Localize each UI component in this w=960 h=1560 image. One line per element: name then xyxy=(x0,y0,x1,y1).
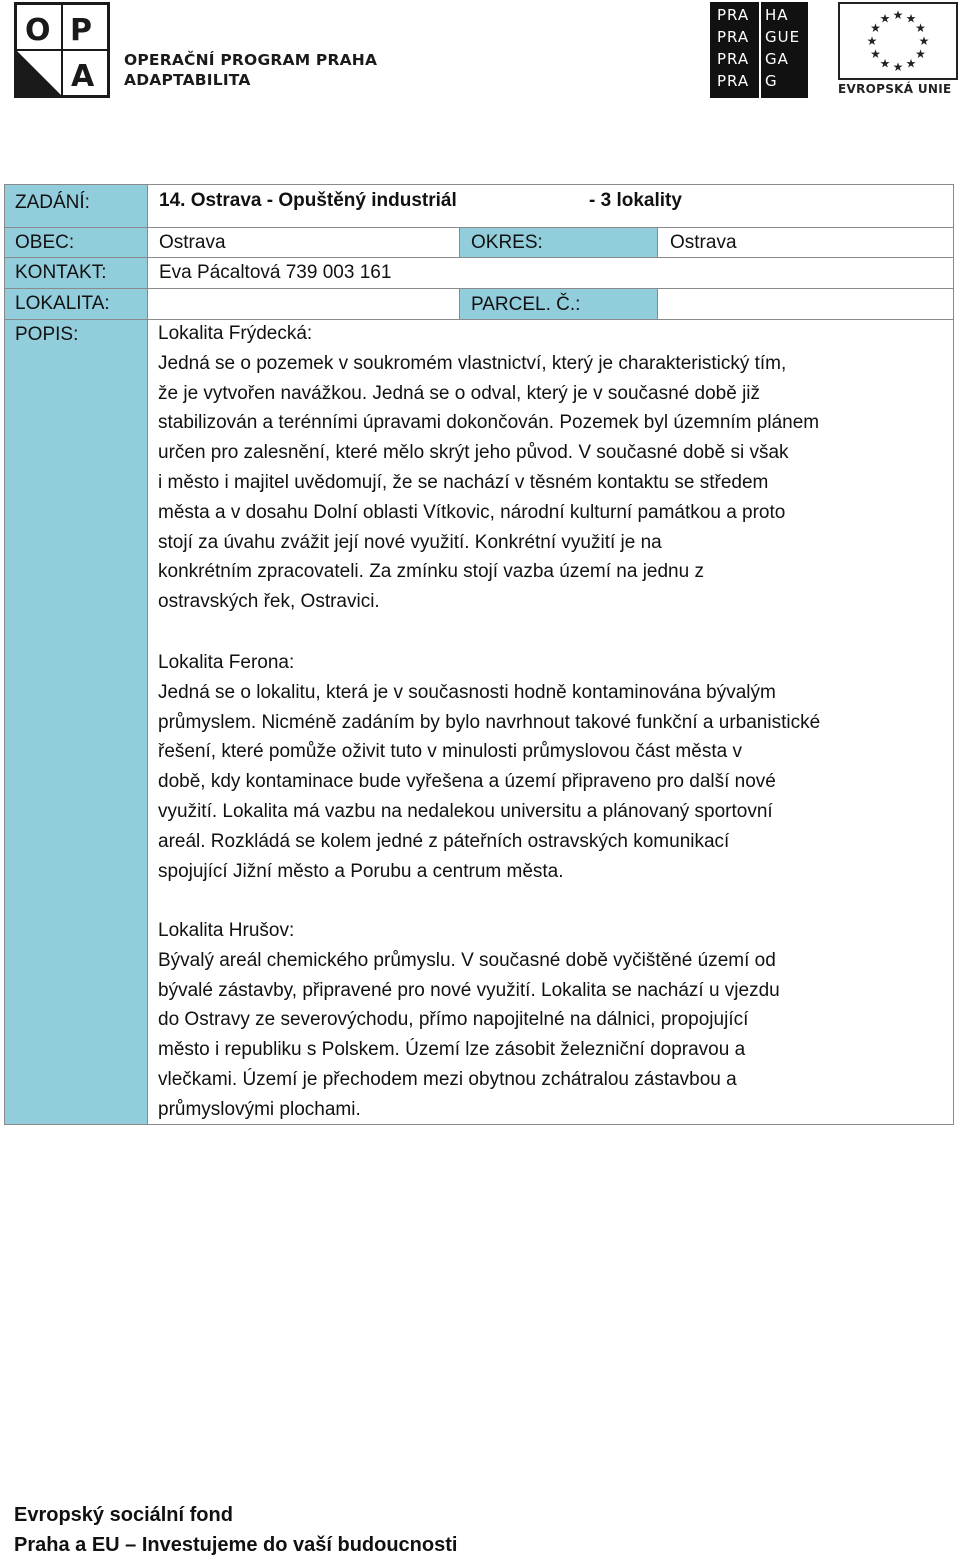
praha-right-1: HA xyxy=(765,6,789,24)
praha-left-4: PRA xyxy=(717,72,750,90)
okres-label: OKRES: xyxy=(471,232,543,253)
oppa-line2: ADAPTABILITA xyxy=(124,71,251,89)
parcel-left-divider xyxy=(459,288,460,320)
kontakt-value: Eva Pácaltová 739 003 161 xyxy=(159,262,392,283)
praha-left-1: PRA xyxy=(717,6,750,24)
oppa-logo xyxy=(14,2,110,98)
popis-label: POPIS: xyxy=(5,320,147,1124)
section-line: areál. Rozkládá se kolem jedné z páteřních ostravských komunikací xyxy=(158,830,730,852)
praha-right-4: G xyxy=(765,72,778,90)
praha-logo xyxy=(710,2,808,98)
oppa-letter-p1: P xyxy=(70,13,92,48)
zadani-count: - 3 lokality xyxy=(589,190,682,211)
oppa-program-name xyxy=(124,50,377,90)
kontakt-label: KONTAKT: xyxy=(5,258,147,288)
section-line: Bývalý areál chemického průmyslu. V současné době vyčištěné území od xyxy=(158,949,776,971)
eu-label: EVROPSKÁ UNIE xyxy=(838,82,952,96)
oppa-line1: OPERAČNÍ PROGRAM PRAHA xyxy=(124,51,378,69)
eu-star-icon: ★ xyxy=(905,56,917,71)
eu-star-icon: ★ xyxy=(915,47,926,61)
section-frydecka xyxy=(158,319,819,617)
label-column-divider xyxy=(147,185,148,1124)
footer-line2: Praha a EU – Investujeme do vaší budoucnosti xyxy=(14,1534,458,1556)
parcel-label: PARCEL. Č.: xyxy=(471,294,581,315)
praha-right-2: GUE xyxy=(765,28,801,46)
section-line: průmyslem. Nicméně zadáním by bylo navrhnout takové funkční a urbanistické xyxy=(158,711,821,733)
okres-right-divider xyxy=(657,227,658,258)
section-title: Lokalita Hrušov: xyxy=(158,920,295,941)
section-line: že je vytvořen navážkou. Jedná se o odval, který je v současné době již xyxy=(158,382,761,404)
obec-label: OBEC: xyxy=(5,228,147,257)
zadani-value: 14. Ostrava - Opuštěný industriál xyxy=(159,190,457,211)
eu-star-icon: ★ xyxy=(866,34,878,48)
section-line: do Ostravy ze severovýchodu, přímo napojitelné na dálnici, propojující xyxy=(158,1009,749,1031)
obec-value: Ostrava xyxy=(159,232,226,253)
parcel-right-divider xyxy=(657,288,658,320)
section-line: využití. Lokalita má vazbu na nedalekou universitu a plánovaný sportovní xyxy=(158,800,773,822)
lokalita-label: LOKALITA: xyxy=(5,289,147,319)
section-line: město i republiku s Polskem. Území lze zásobit železniční dopravou a xyxy=(158,1039,746,1061)
eu-stars-icon xyxy=(840,4,956,78)
section-line: Jedná se o pozemek v soukromém vlastnictví, který je charakteristický tím, xyxy=(158,352,787,374)
section-line: konkrétním zpracovateli. Za zmínku stojí vazba území na jednu z xyxy=(158,561,704,583)
section-line: Jedná se o lokalitu, která je v současnosti hodně kontaminována bývalým xyxy=(158,681,776,703)
praha-right-3: GA xyxy=(765,50,789,68)
section-line: průmyslovými plochami. xyxy=(158,1098,361,1120)
section-line: města a v dosahu Dolní oblasti Vítkovic, národní kulturní památkou a proto xyxy=(158,501,786,523)
zadani-label: ZADÁNÍ: xyxy=(5,185,147,227)
okres-left-divider xyxy=(459,227,460,258)
section-line: stojí za úvahu zvážit její nové využití. Konkrétní využití je na xyxy=(158,531,662,553)
section-title: Lokalita Frýdecká: xyxy=(158,323,313,344)
okres-value: Ostrava xyxy=(670,232,737,253)
footer xyxy=(14,1500,457,1560)
eu-logo xyxy=(838,2,958,98)
section-line: spojující Jižní město a Porubu a centrum města. xyxy=(158,860,564,882)
section-title: Lokalita Ferona: xyxy=(158,652,295,673)
eu-star-icon: ★ xyxy=(870,47,881,61)
eu-star-icon: ★ xyxy=(879,56,891,71)
praha-left-3: PRA xyxy=(717,50,750,68)
eu-star-icon: ★ xyxy=(915,21,926,35)
eu-star-icon: ★ xyxy=(892,8,904,22)
oppa-letter-o: O xyxy=(25,13,51,48)
section-line: i město i majitel uvědomují, že se nachází v těsném kontaktu se středem xyxy=(158,471,769,493)
eu-star-icon: ★ xyxy=(905,11,917,26)
section-line: bývalé zástavby, připravené pro nové využití. Lokalita se nachází u vjezdu xyxy=(158,979,780,1001)
oppa-letter-a: A xyxy=(71,59,95,94)
eu-star-icon: ★ xyxy=(918,34,930,48)
footer-line1: Evropský sociální fond xyxy=(14,1504,233,1526)
section-line: době, kdy kontaminace bude vyřešena a území připraveno pro další nové xyxy=(158,771,776,793)
eu-star-icon: ★ xyxy=(892,60,904,74)
section-hrusov xyxy=(158,916,780,1125)
eu-flag xyxy=(838,2,958,80)
eu-star-icon: ★ xyxy=(879,11,891,26)
section-line: řešení, které pomůže oživit tuto v minulosti průmyslovou část města v xyxy=(158,741,742,763)
section-line: ostravských řek, Ostravici. xyxy=(158,591,380,613)
section-line: stabilizován a terénními úpravami dokončován. Pozemek byl územním plánem xyxy=(158,412,820,434)
section-line: určen pro zalesnění, které mělo skrýt jeho původ. V současné době si však xyxy=(158,442,789,464)
praha-left-2: PRA xyxy=(717,28,750,46)
section-line: vlečkami. Území je přechodem mezi obytnou zchátralou zástavbou a xyxy=(158,1068,737,1090)
section-ferona xyxy=(158,648,820,886)
row-divider-3 xyxy=(5,288,953,289)
eu-star-icon: ★ xyxy=(870,21,881,35)
